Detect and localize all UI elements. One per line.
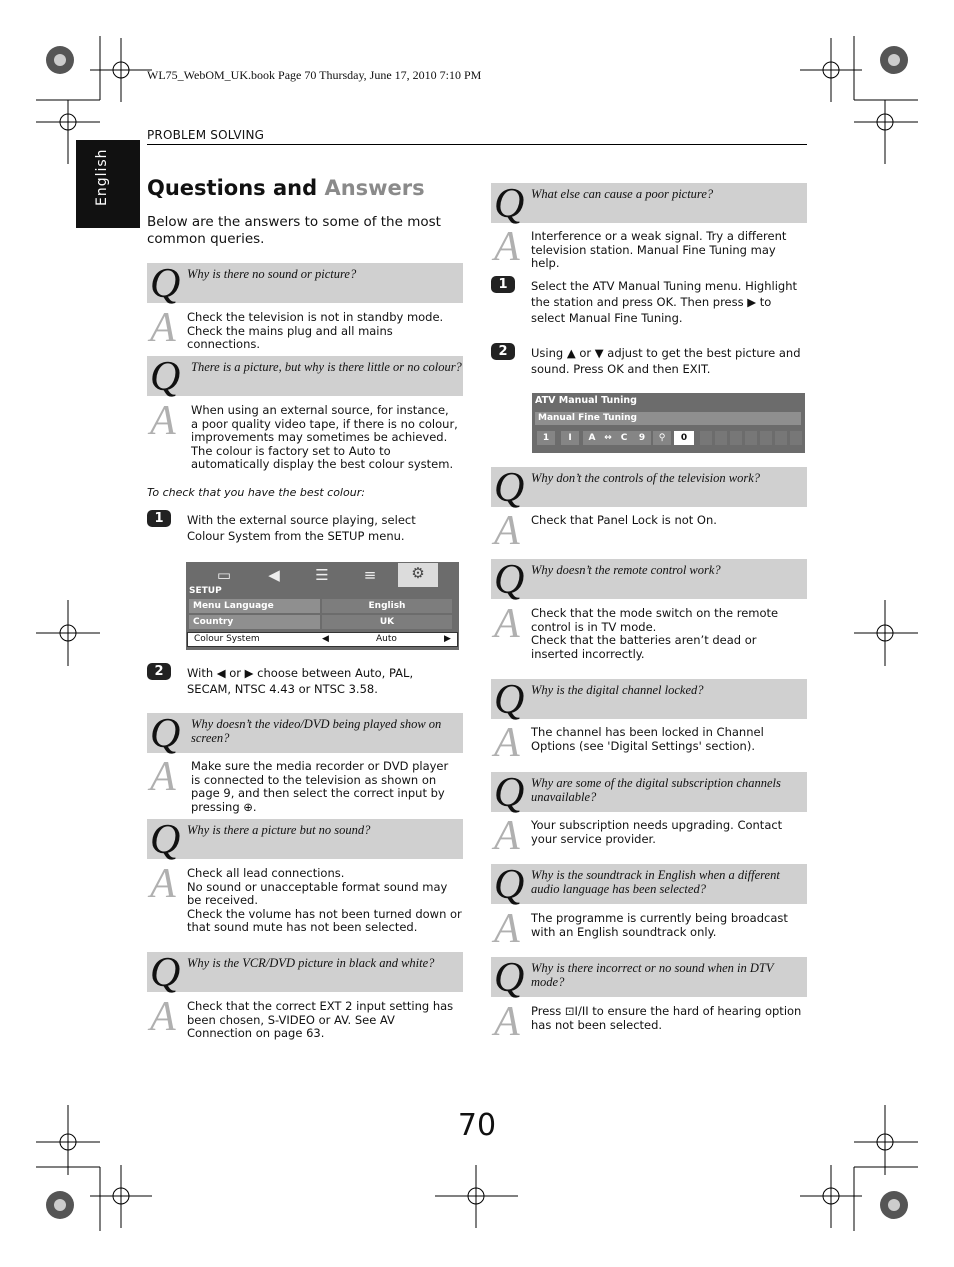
setup-menu-screenshot: ▭ ◀ ☰ ≡ ⚙ SETUP Menu Language English Country UK Colour System ◀ Auto ▶ (186, 562, 459, 650)
question-box: Q Why doesn’t the video/DVD being played show on screen? (147, 713, 463, 753)
question-text: Why is the soundtrack in English when a different audio language has been selected? (531, 868, 780, 896)
search-icon: ⚲ (653, 431, 671, 445)
question-text: Why is there no sound or picture? (187, 267, 357, 281)
setup-icon: ⚙ (398, 563, 438, 587)
answer-text: Press ⊡I/II to ensure the hard of hearing option has not been selected. (531, 1004, 802, 1032)
picture-icon: ▭ (216, 566, 232, 584)
question-text: Why is there a picture but no sound? (187, 823, 371, 837)
print-info: WL75_WebOM_UK.book Page 70 Thursday, June 17, 2010 7:10 PM (147, 68, 482, 82)
step-text: With the external source playing, select Colour System from the SETUP menu. (187, 513, 416, 543)
answer-text: The programme is currently being broadcast with an English soundtrack only. (531, 911, 788, 939)
page-number: 70 (457, 1108, 497, 1143)
question-box: Q Why is the VCR/DVD picture in black and white? (147, 952, 463, 992)
answer-text: The channel has been locked in Channel Options (see 'Digital Settings' section). (531, 725, 764, 753)
question-text: Why doesn’t the video/DVD being played show on screen? (191, 717, 442, 745)
step-text: With ◀ or ▶ choose between Auto, PAL, SECAM, NTSC 4.43 or NTSC 3.58. (187, 666, 414, 696)
page-title: Questions and Answers (147, 176, 425, 200)
question-text: Why don’t the controls of the television work? (531, 471, 761, 485)
question-box: Q Why is there a picture but no sound? (147, 819, 463, 859)
header-rule (147, 144, 807, 145)
question-box: Q Why is there incorrect or no sound when in DTV mode? (491, 957, 807, 997)
answer-text: Check that the mode switch on the remote control is in TV mode. Check that the batteries aren’t dead or inserted incorrectly. (531, 606, 779, 661)
answer-text: Check all lead connections. No sound or unacceptable format sound may be received. Check the volume has not been turned down or that sound mute has not been selected. (187, 866, 462, 934)
check-note: To check that you have the best colour: (147, 486, 365, 499)
answer-text: Check the television is not in standby mode. Check the mains plug and all mains connections. (187, 310, 444, 351)
swap-arrow-icon: ↔ (599, 431, 617, 445)
question-box: Q Why are some of the digital subscription channels unavailable? (491, 772, 807, 812)
atv-manual-tuning-screenshot: ATV Manual Tuning Manual Fine Tuning 1 I A ↔ C 9 ⚲ 0 (532, 393, 805, 453)
question-text: Why doesn’t the remote control work? (531, 563, 721, 577)
step-number: 1 (147, 510, 171, 527)
answer-text: Check that the correct EXT 2 input setting has been chosen, S-VIDEO or AV. See AV Connection on page 63. (187, 999, 454, 1040)
answer-text: Interference or a weak signal. Try a different television station. Manual Fine Tuning may help. (531, 229, 787, 270)
setup-label: SETUP (189, 586, 222, 596)
question-text: There is a picture, but why is there little or no colour? (191, 360, 462, 374)
section-header: PROBLEM SOLVING (147, 128, 265, 142)
question-box: Q What else can cause a poor picture? (491, 183, 807, 223)
question-box: Q Why is there no sound or picture? (147, 263, 463, 303)
right-arrow-icon: ▶ (444, 634, 451, 644)
step-number: 1 (491, 276, 515, 293)
list-icon: ☰ (315, 566, 329, 584)
left-arrow-icon: ◀ (322, 634, 329, 644)
question-box: Q Why is the digital channel locked? (491, 679, 807, 719)
language-tab: English (76, 140, 140, 228)
atv-subtitle: Manual Fine Tuning (535, 412, 801, 425)
answer-text: Check that Panel Lock is not On. (531, 513, 717, 527)
answer-text: Your subscription needs upgrading. Contact your service provider. (531, 818, 783, 846)
question-box: Q Why doesn’t the remote control work? (491, 559, 807, 599)
question-text: Why is the digital channel locked? (531, 683, 704, 697)
step-text: Using ▲ or ▼ adjust to get the best picture and sound. Press OK and then EXIT. (531, 346, 801, 376)
answer-text: When using an external source, for instance, a poor quality video tape, if there is no colour, improvements may sometimes be achieved. The colour is factory set to Auto to automatically display the best colour system. (191, 403, 458, 471)
atv-title: ATV Manual Tuning (535, 395, 637, 406)
step-number: 2 (147, 663, 171, 680)
step-text: Select the ATV Manual Tuning menu. Highlight the station and press OK. Then press ▶ to select Manual Fine Tuning. (531, 279, 798, 325)
question-box: Q There is a picture, but why is there little or no colour? (147, 356, 463, 396)
question-text: Why are some of the digital subscription channels unavailable? (531, 776, 781, 804)
question-text: Why is there incorrect or no sound when in DTV mode? (531, 961, 774, 989)
step-number: 2 (491, 343, 515, 360)
question-box: Q Why is the soundtrack in English when a different audio language has been selected? (491, 864, 807, 904)
settings-icon: ≡ (363, 566, 377, 584)
question-box: Q Why don’t the controls of the television work? (491, 467, 807, 507)
menu-icons (186, 562, 459, 588)
intro-text: Below are the answers to some of the most common queries. (147, 214, 441, 247)
question-text: What else can cause a poor picture? (531, 187, 714, 201)
question-text: Why is the VCR/DVD picture in black and white? (187, 956, 435, 970)
sound-icon: ◀ (268, 566, 280, 584)
colour-system-row: Colour System ◀ Auto ▶ (187, 632, 458, 647)
answer-text: Make sure the media recorder or DVD player is connected to the television as shown on page 9, and then select the correct input by pressing ⊕. (191, 759, 449, 814)
